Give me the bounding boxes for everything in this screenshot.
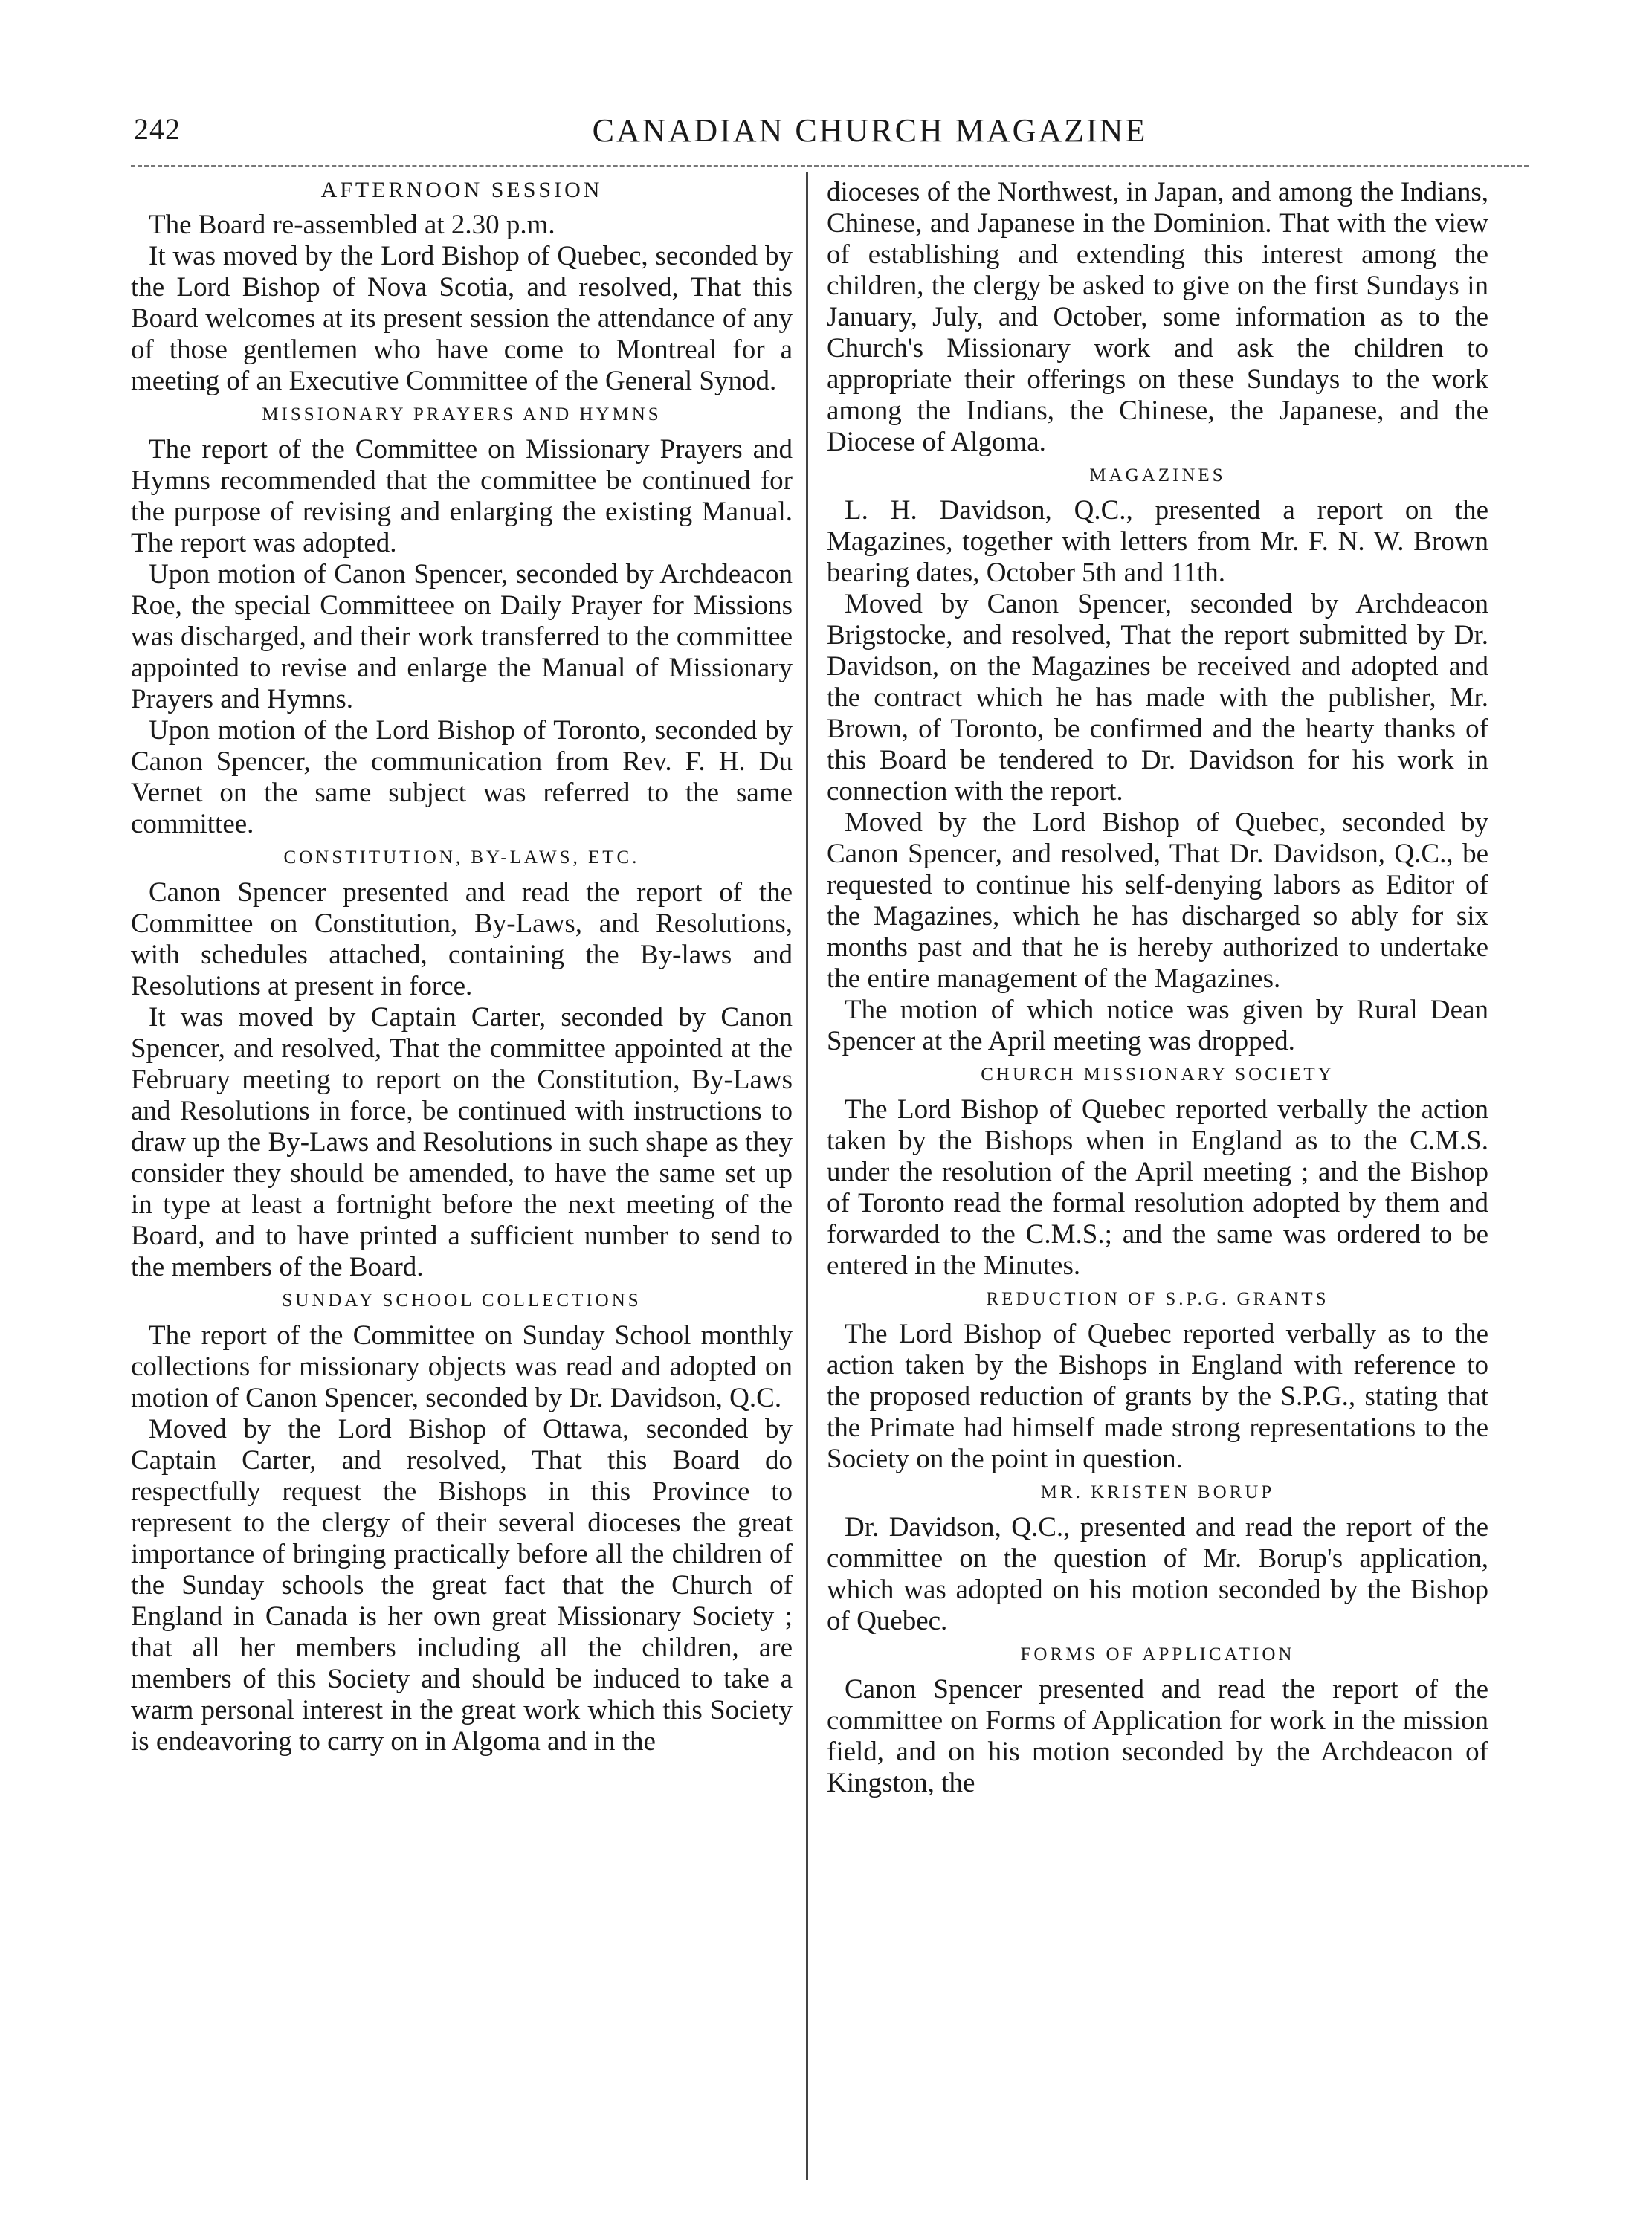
right-column	[827, 177, 1488, 1799]
section-heading-missionary-prayers: MISSIONARY PRAYERS AND HYMNS	[262, 404, 662, 424]
paragraph: Moved by the Lord Bishop of Quebec, seconded by Canon Spencer, and resolved, That Dr. Davidson, Q.C., be requested to continue his self-denying labors as Editor of the Magazines, which he has discharged so ably for six months past and that he is hereby authorized to undertake the entire management of the Magazines.	[827, 807, 1488, 994]
paragraph: It was moved by the Lord Bishop of Quebec, seconded by the Lord Bishop of Nova Scotia, and resolved, That this Board welcomes at its present session the attendance of any of those gentlemen who have come to Montreal for a meeting of an Executive Committee of the General Synod.	[131, 241, 793, 396]
section-heading-church-missionary-society: CHURCH MISSIONARY SOCIETY	[981, 1065, 1335, 1085]
paragraph: dioceses of the Northwest, in Japan, and among the Indians, Chinese, and Japanese in the Dominion. That with the view of establishing and extending this interest among the children, the clergy be asked to give on the first Sundays in January, July, and October, some information as to the Church's Missionary work and ask the children to appropriate their offerings on these Sundays to the work among the Indians, the Chinese, the Japanese, and the Diocese of Algoma.	[827, 177, 1488, 457]
paragraph: Moved by the Lord Bishop of Ottawa, seconded by Captain Carter, and resolved, That this Board do respectfully request the Bishops in this Province to represent to the clergy of their several dioceses the great importance of bringing practically before all the children of the Sunday schools the great fact that the Church of England in Canada is her own great Missionary Society ; that all her members including all the children, are members of this Society and should be induced to take a warm personal interest in the great work which this Society is endeavoring to carry on in Algoma and in the	[131, 1414, 793, 1757]
paragraph: The report of the Committee on Sunday School monthly collections for missionary objects was read and adopted on motion of Canon Spencer, seconded by Dr. Davidson, Q.C.	[131, 1320, 793, 1413]
paragraph: L. H. Davidson, Q.C., presented a report on the Magazines, together with letters from Mr. F. N. W. Brown bearing dates, October 5th and 11th.	[827, 495, 1488, 588]
paragraph: The Board re-assembled at 2.30 p.m.	[149, 210, 555, 240]
header-rule	[131, 165, 1529, 167]
section-heading-spg-grants: REDUCTION OF S.P.G. GRANTS	[986, 1289, 1329, 1309]
paragraph: The Lord Bishop of Quebec reported verbally as to the action taken by the Bishops in England with reference to the proposed reduction of grants by the S.P.G., stating that the Primate had himself made strong representations to the Society on the point in question.	[827, 1319, 1488, 1474]
paragraph: Upon motion of Canon Spencer, seconded by Archdeacon Roe, the special Committeee on Daily Prayer for Missions was discharged, and their work transferred to the committee appointed to revise and enlarge the Manual of Missionary Prayers and Hymns.	[131, 559, 793, 714]
page-header	[134, 112, 1532, 164]
section-heading-kristen-borup: MR. KRISTEN BORUP	[1040, 1482, 1275, 1502]
left-column	[131, 177, 793, 1757]
section-heading-afternoon-session: AFTERNOON SESSION	[320, 178, 603, 202]
paragraph: Canon Spencer presented and read the report of the committee on Forms of Application for work in the mission field, and on his motion seconded by the Archdeacon of Kingston, the	[827, 1674, 1488, 1798]
paragraph: It was moved by Captain Carter, seconded by Canon Spencer, and resolved, That the committee appointed at the February meeting to report on the Constitution, By-Laws and Resolutions in force, be continued with instructions to draw up the By-Laws and Resolutions in such shape as they consider they should be amended, to have the same set up in type at least a fortnight before the next meeting of the Board, and to have printed a sufficient number to send to the members of the Board.	[131, 1002, 793, 1282]
section-heading-constitution: CONSTITUTION, BY-LAWS, ETC.	[283, 847, 640, 868]
section-heading-magazines: MAGAZINES	[1089, 465, 1226, 485]
paragraph: Moved by Canon Spencer, seconded by Archdeacon Brigstocke, and resolved, That the report submitted by Dr. Davidson, on the Magazines be received and adopted and the contract which he has made with the publisher, Mr. Brown, of Toronto, be confirmed and the hearty thanks of this Board be tendered to Dr. Davidson for his work in connection with the report.	[827, 589, 1488, 807]
paragraph: The report of the Committee on Missionary Prayers and Hymns recommended that the committee be continued for the purpose of revising and enlarging the existing Manual. The report was adopted.	[131, 434, 793, 558]
paragraph: Canon Spencer presented and read the report of the Committee on Constitution, By-Laws, and Resolutions, with schedules attached, containing the By-laws and Resolutions at present in force.	[131, 877, 793, 1001]
paragraph: Dr. Davidson, Q.C., presented and read the report of the committee on the question of Mr. Borup's application, which was adopted on his motion seconded by the Bishop of Quebec.	[827, 1512, 1488, 1636]
paragraph: The Lord Bishop of Quebec reported verbally the action taken by the Bishops when in England as to the C.M.S. under the resolution of the April meeting ; and the Bishop of Toronto read the formal resolution adopted by them and forwarded to the C.M.S.; and the same was ordered to be entered in the Minutes.	[827, 1094, 1488, 1281]
column-divider	[806, 172, 808, 2180]
paragraph: Upon motion of the Lord Bishop of Toronto, seconded by Canon Spencer, the communication from Rev. F. H. Du Vernet on the same subject was referred to the same committee.	[131, 715, 793, 839]
running-title: CANADIAN CHURCH MAGAZINE	[592, 112, 1148, 149]
page-number: 242	[134, 112, 181, 146]
paragraph: The motion of which notice was given by Rural Dean Spencer at the April meeting was dropped.	[827, 995, 1488, 1056]
section-heading-forms-of-application: FORMS OF APPLICATION	[1020, 1644, 1295, 1664]
section-heading-sunday-school: SUNDAY SCHOOL COLLECTIONS	[282, 1291, 642, 1311]
